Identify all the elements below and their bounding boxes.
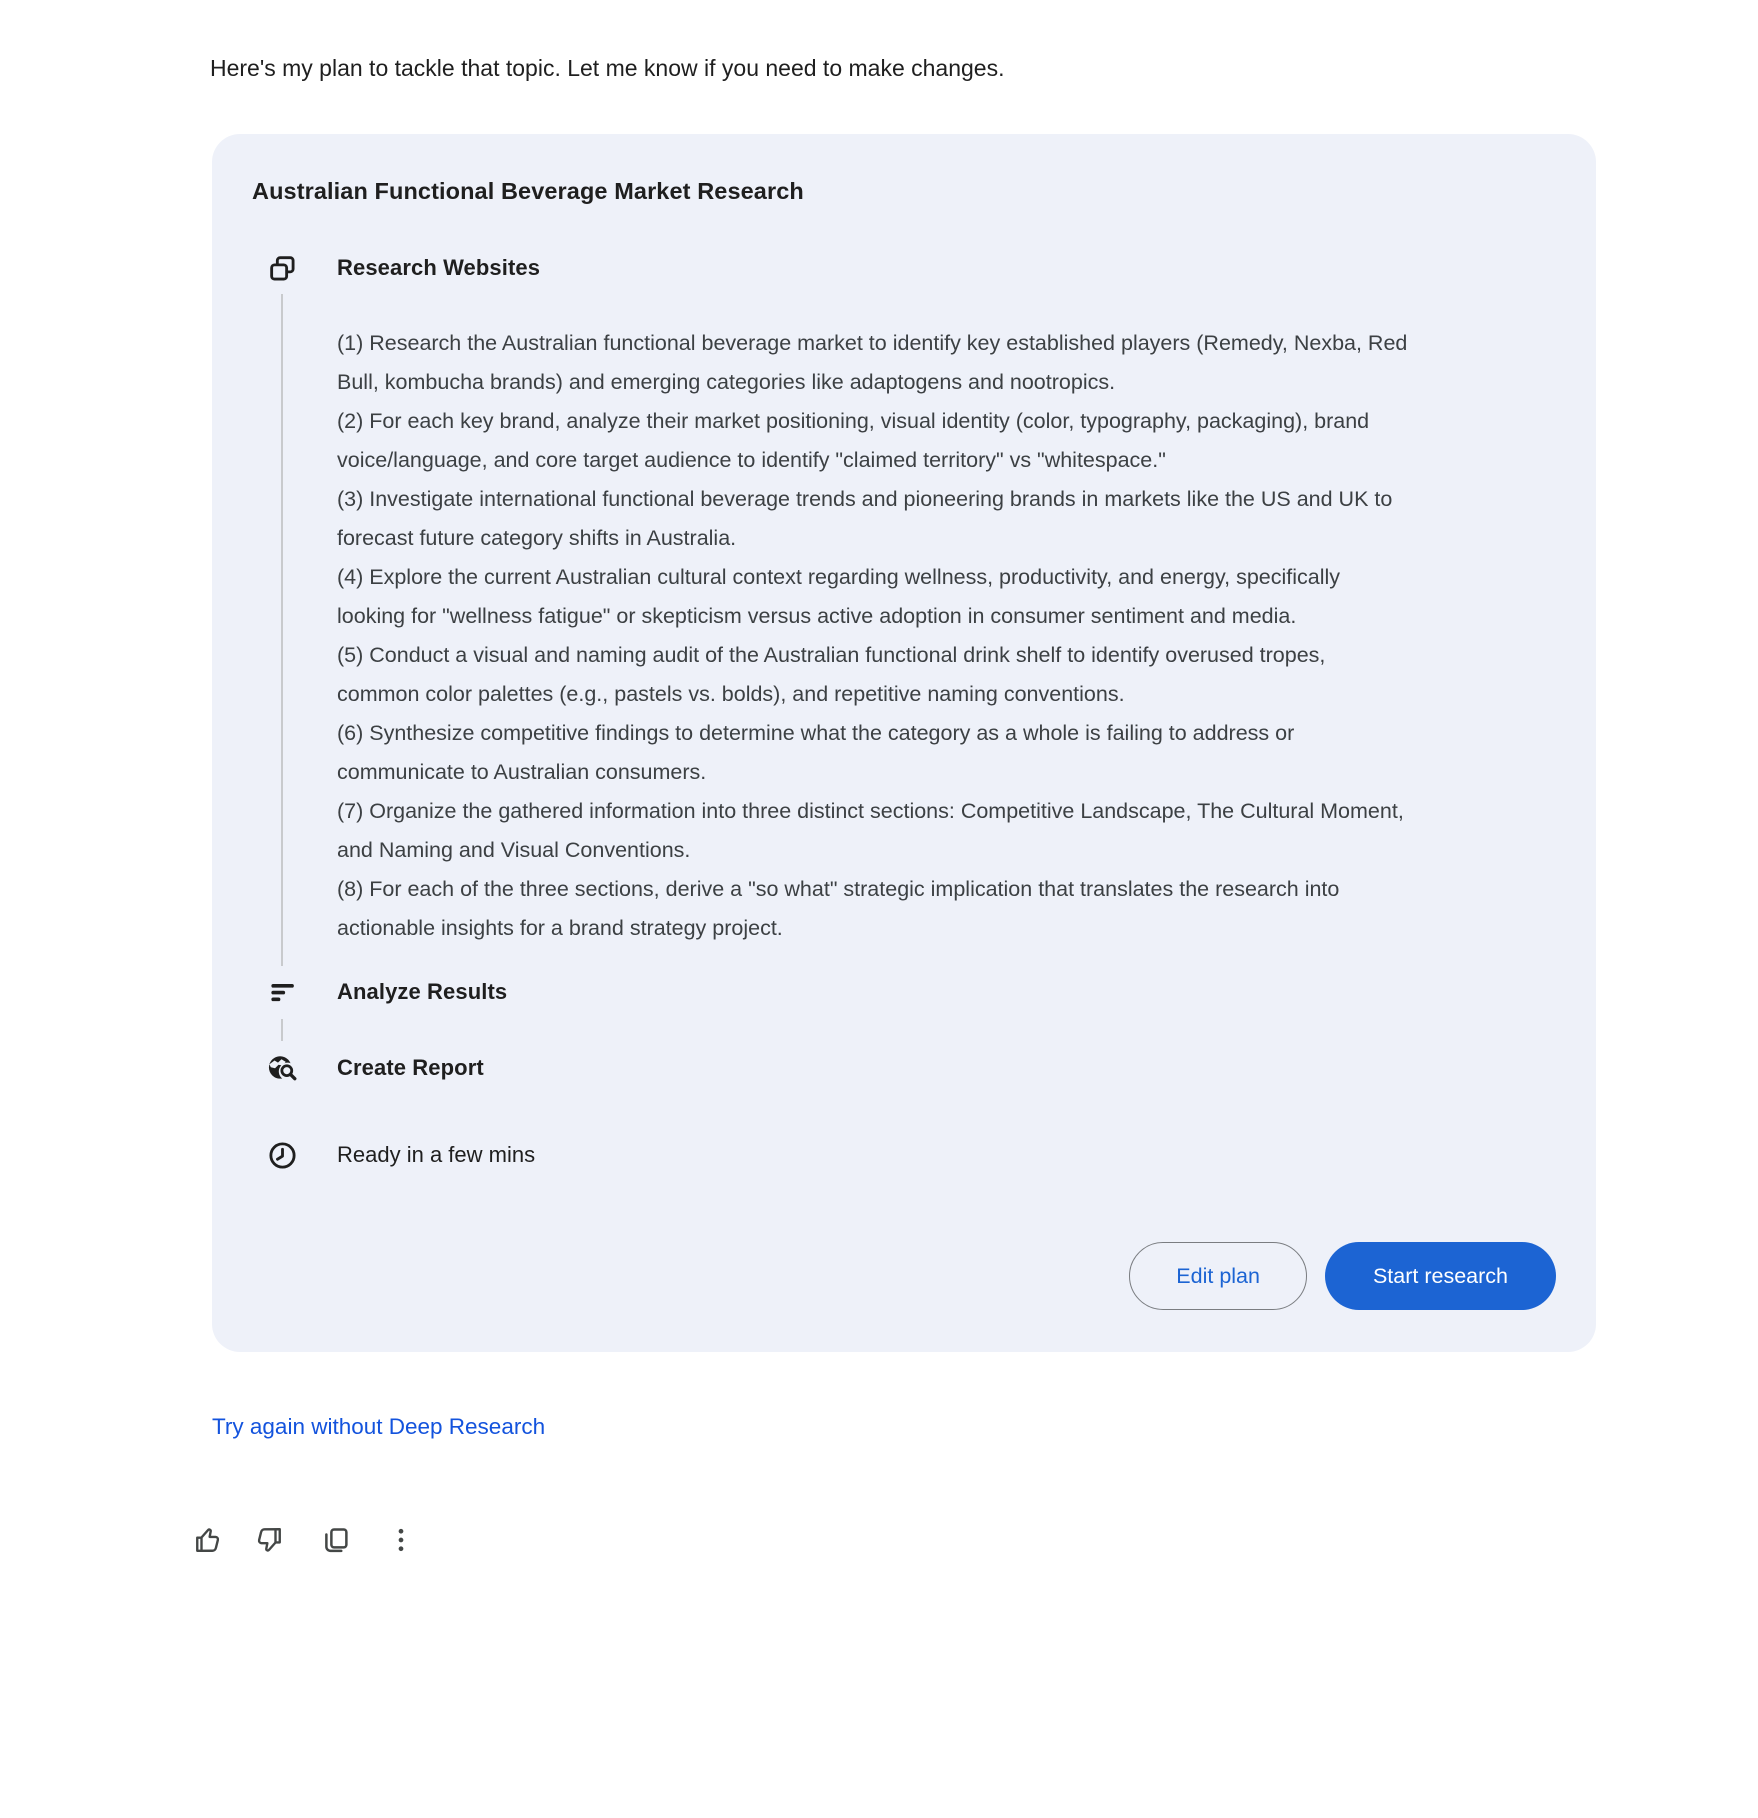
- copy-icon: [321, 1525, 351, 1555]
- step-label: Research Websites: [337, 255, 541, 280]
- research-plan-card: [212, 134, 1596, 1352]
- thumb-up-button[interactable]: [186, 1520, 226, 1560]
- edit-plan-button[interactable]: Edit plan: [1129, 1242, 1307, 1310]
- plan-steps: [252, 252, 1556, 1084]
- step-create-report: [252, 1052, 1556, 1084]
- research-task: (1) Research the Australian functional beverage market to identify key established players (Remedy, Nexba, Red Bull, kombucha brands) and emerging categories like adaptogens and nootropics.: [337, 331, 1408, 394]
- globe-search-icon: [266, 1052, 298, 1084]
- clock-icon: [266, 1139, 298, 1171]
- plan-actions: [252, 1242, 1556, 1310]
- step-label: Create Report: [337, 1055, 484, 1080]
- research-task: (5) Conduct a visual and naming audit of the Australian functional drink shelf to identify overused tropes, common color palettes (e.g., pastels vs. bolds), and repetitive naming conventions.: [337, 643, 1326, 706]
- research-task: (2) For each key brand, analyze their market positioning, visual identity (color, typography, packaging), brand voice/language, and core target audience to identify "claimed territory" vs "whitespace.": [337, 409, 1370, 472]
- research-task: (6) Synthesize competitive findings to determine what the category as a whole is failing to address or communicate to Australian consumers.: [337, 721, 1295, 784]
- more-options-button[interactable]: [381, 1520, 421, 1560]
- analyze-bars-icon: [266, 976, 298, 1008]
- step-label: Analyze Results: [337, 979, 508, 1004]
- try-again-link[interactable]: Try again without Deep Research: [212, 1414, 546, 1439]
- copy-button[interactable]: [316, 1520, 356, 1560]
- overlapping-windows-icon: [266, 252, 298, 284]
- thumb-down-icon: [256, 1525, 286, 1555]
- eta-label: Ready in a few mins: [337, 1142, 536, 1167]
- message-action-bar: [186, 1520, 1758, 1560]
- step-research-websites: [252, 252, 1556, 284]
- thumb-up-icon: [191, 1525, 221, 1555]
- plan-title: Australian Functional Beverage Market Research: [252, 178, 804, 204]
- more-vert-icon: [386, 1525, 416, 1555]
- step-connector: [252, 1008, 1556, 1052]
- research-task: (3) Investigate international functional beverage trends and pioneering brands in markets like the US and UK to forecast future category shifts in Australia.: [337, 487, 1393, 550]
- step-analyze-results: [252, 976, 1556, 1008]
- research-task: (4) Explore the current Australian cultural context regarding wellness, productivity, and energy, specifically looking for "wellness fatigue" or skepticism versus active adoption in consumer sentiment and media.: [337, 565, 1341, 628]
- thumb-down-button[interactable]: [251, 1520, 291, 1560]
- step-research-websites-details: [252, 284, 1556, 976]
- start-research-button[interactable]: Start research: [1325, 1242, 1556, 1310]
- research-task: (7) Organize the gathered information into three distinct sections: Competitive Landscape, The Cultural Moment, and Naming and Visual Conventions.: [337, 799, 1404, 862]
- research-task: (8) For each of the three sections, derive a "so what" strategic implication that translates the research into actionable insights for a brand strategy project.: [337, 877, 1340, 940]
- assistant-message: Here's my plan to tackle that topic. Let me know if you need to make changes.: [210, 55, 1005, 81]
- eta-row: [252, 1138, 1556, 1172]
